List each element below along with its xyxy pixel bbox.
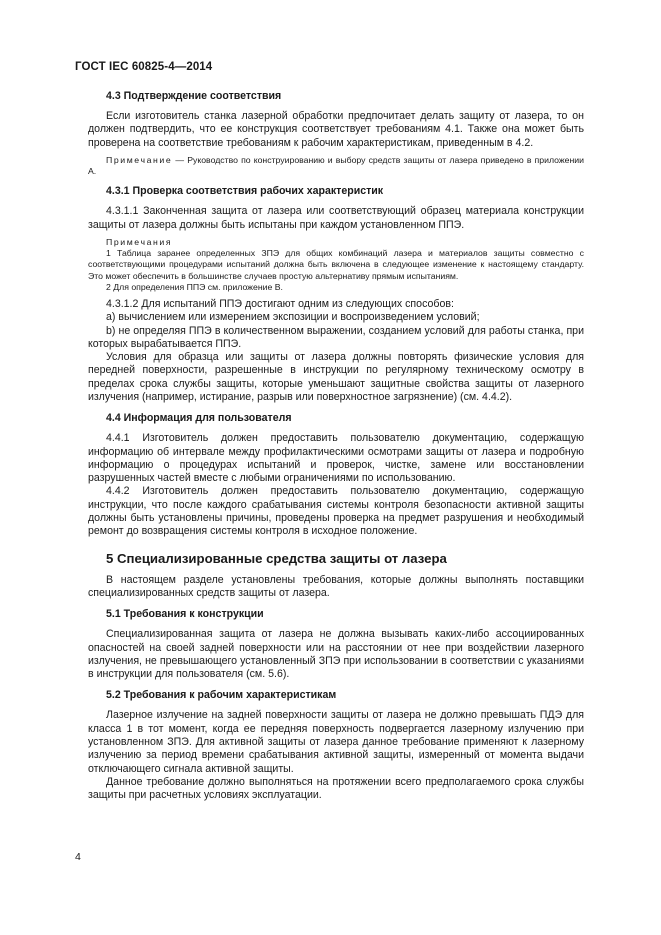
section-4-4-2-paragraph: 4.4.2 Изготовитель должен предоставить пользователю документацию, содержащую инструкции, что после каждого срабатывания системы контроля безопасности активной защиты должны быть установлены причины, проведены проверка на предмет разрушения и необходимый ремонт до возвращения системы контроля в исходное положение.: [88, 485, 584, 538]
note-label: Примечание: [106, 154, 173, 165]
section-5-paragraph: В настоящем разделе установлены требования, которые должны выполнять поставщики специализированных средств защиты от лазера.: [88, 573, 584, 599]
section-4-3-1-2-paragraph: 4.3.1.2 Для испытаний ППЭ достигают одним из следующих способов:: [106, 297, 454, 310]
section-4-3-note: [88, 155, 584, 177]
section-5-1-paragraph: Специализированная защита от лазера не должна вызывать каких-либо ассоциированных опасностей на своей задней поверхности или на расстоянии от нее при воздействии лазерного излучения, не превышающего установленный ЗПЭ при использовании в соответствии с указаниями в инструкции для пользователя (см. 5.6).: [88, 628, 584, 681]
note-2: 2 Для определения ППЭ см. приложение В.: [106, 281, 283, 292]
document-header: ГОСТ IEC 60825-4—2014: [75, 61, 213, 73]
page-number: 4: [75, 851, 81, 863]
section-4-4-1-paragraph: 4.4.1 Изготовитель должен предоставить пользователю документацию, содержащую информацию об интервале между профилактическими осмотрами защиты от лазера и подробную информацию о процедурах испытаний и проверок, чистке, замене или восстановлении разрушенных частей вместе с любыми ограничениями по использованию.: [88, 432, 584, 485]
section-4-3-1-1-paragraph: 4.3.1.1 Законченная защита от лазера или соответствующий образец материала конструкции защиты от лазера должны быть испытаны при каждом установленном ППЭ.: [88, 205, 584, 231]
note-text: — Руководство по конструированию и выбору средств защиты от лазера приведено в приложении А.: [88, 154, 584, 177]
section-5-2-title: 5.2 Требования к рабочим характеристикам: [106, 689, 337, 702]
conditions-paragraph: Условия для образца или защиты от лазера должны повторять физические условия для передней поверхности, разрешенные в инструкции по регулярному техническому осмотру в пределах срока службы защиты, которые уменьшают защитные свойства защиты от лазерного излучения (например, истирание, разрыв или поверхностное загрязнение) (см. 4.4.2).: [88, 351, 584, 403]
section-4-3-1-title: 4.3.1 Проверка соответствия рабочих характеристик: [106, 185, 384, 198]
note-1: 1 Таблица заранее определенных ЗПЭ для общих комбинаций лазера и материалов защиты совместно с соответствующими процедурами испытаний должна быть включена в следующее изменение к настоящему стандарту. Это может обеспечить в большинстве случаев простую альтернативу прямым испытаниям.: [88, 248, 584, 281]
section-5-2-paragraph-1: Лазерное излучение на задней поверхности защиты от лазера не должно превышать ПДЭ для класса 1 в тот момент, когда ее передняя поверхность подвергается лазерному излучению при установленном ЗПЭ. Для активной защиты от лазера данное требование применяют к лазерному излучению за период времени срабатывания активной защиты, измеренный от момента выдачи отключающего сигнала активной защиты.: [88, 709, 584, 775]
section-4-3-title: 4.3 Подтверждение соответствия: [106, 90, 282, 102]
notes-label: Примечания: [106, 236, 173, 247]
section-5-2-paragraph-2: Данное требование должно выполняться на протяжении всего предполагаемого срока службы защиты при расчетных условиях эксплуатации.: [88, 775, 584, 802]
list-item-a: а) вычислением или измерением экспозиции и воспроизведением условий;: [106, 311, 480, 324]
page-content: [88, 90, 584, 803]
section-5-title: 5 Специализированные средства защиты от лазера: [106, 550, 447, 566]
section-4-4-title: 4.4 Информация для пользователя: [106, 412, 292, 425]
section-4-3-paragraph: Если изготовитель станка лазерной обработки предпочитает делать защиту от лазера, то он должен подтвердить, что ее конструкция соответствует требованиям 4.1. Также она может быть проверена на соответствие требованиям к рабочим характеристикам, приведенным в 4.2.: [88, 110, 584, 149]
list-item-b: b) не определяя ППЭ в количественном выражении, созданием условий для работы станка, при которых вырабатывается ППЭ.: [88, 324, 584, 350]
section-5-1-title: 5.1 Требования к конструкции: [106, 608, 264, 621]
